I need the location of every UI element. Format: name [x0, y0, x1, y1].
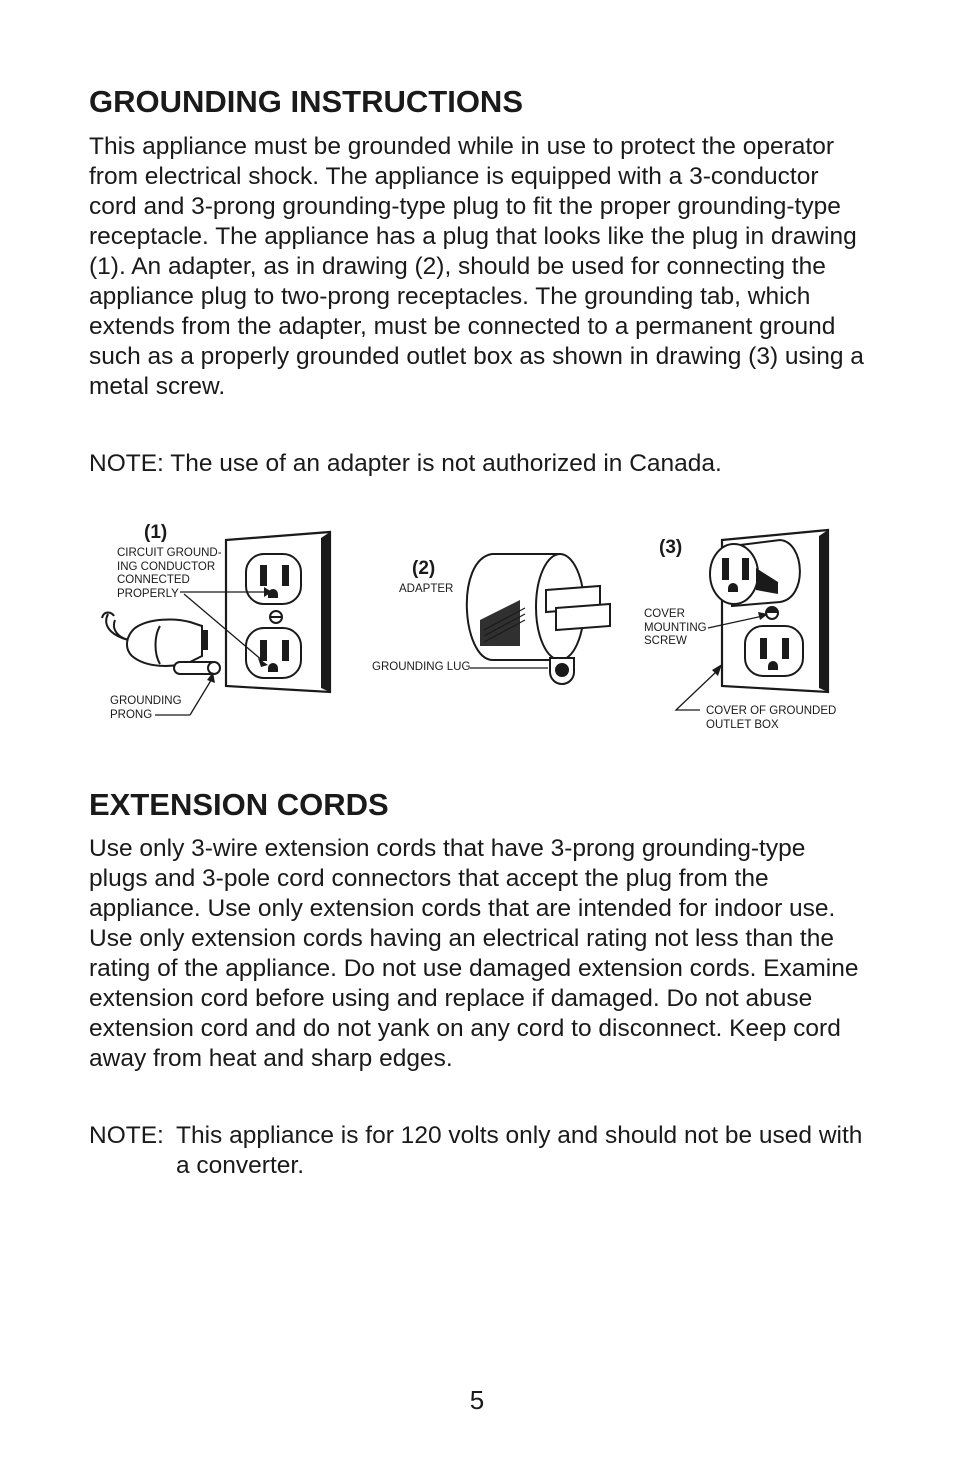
drawing3-screw-label: COVER MOUNTING SCREW	[644, 608, 707, 647]
drawing1-conductor-label: CIRCUIT GROUND- ING CONDUCTOR CONNECTED PROPERLY	[117, 547, 222, 600]
drawing2-adapter	[467, 554, 610, 684]
voltage-note	[89, 1121, 869, 1181]
grounding-body: This appliance must be grounded while in use to protect the operator from electrical shock. The appliance is equipped with a 3-conductor cord and 3-prong grounding-type plug to fit the proper grounding-type receptacle. The appliance has a plug that looks like the plug in drawing (1). An adapter, as in drawing (2), should be used for connecting the appliance plug to two-prong receptacles. The grounding tab, which extends from the adapter, must be connected to a permanent ground such as a properly grounded outlet box as shown in drawing (3) using a metal screw.	[89, 133, 864, 400]
drawing1-wall-plate	[226, 532, 330, 692]
drawing3-number: (3)	[659, 537, 683, 558]
drawing1-plug	[102, 613, 220, 675]
canada-note: NOTE: The use of an adapter is not authorized in Canada.	[89, 450, 722, 477]
extension-heading: EXTENSION CORDS	[89, 787, 389, 822]
drawing3-wall-plate	[710, 530, 828, 692]
drawing2-adapter-label: ADAPTER	[399, 583, 454, 595]
drawing2-number: (2)	[412, 558, 436, 579]
voltage-note-text: This appliance is for 120 volts only and should not be used with a converter.	[176, 1122, 863, 1179]
page-number: 5	[469, 1385, 485, 1415]
grounding-figure	[0, 510, 954, 745]
drawing2-lug-label: GROUNDING LUG	[372, 661, 471, 673]
drawing1-number: (1)	[144, 522, 168, 543]
drawing1-prong-label: GROUNDING PRONG	[110, 695, 182, 721]
extension-body: Use only 3-wire extension cords that have 3-prong grounding-type plugs and 3-pole cord connectors that accept the plug from the appliance. Use only extension cords that are intended for indoor use. Use only extension cords having an electrical rating not less than the rating of the appliance. Do not use damaged extension cords. Examine extension cord before using and replace if damaged. Do not abuse extension cord and do not yank on any cord to disconnect. Keep cord away from heat and sharp edges.	[89, 835, 859, 1072]
grounding-heading: GROUNDING INSTRUCTIONS	[89, 84, 523, 119]
drawing3-cover-label: COVER OF GROUNDED OUTLET BOX	[706, 705, 837, 731]
voltage-note-label: NOTE:	[89, 1122, 164, 1149]
